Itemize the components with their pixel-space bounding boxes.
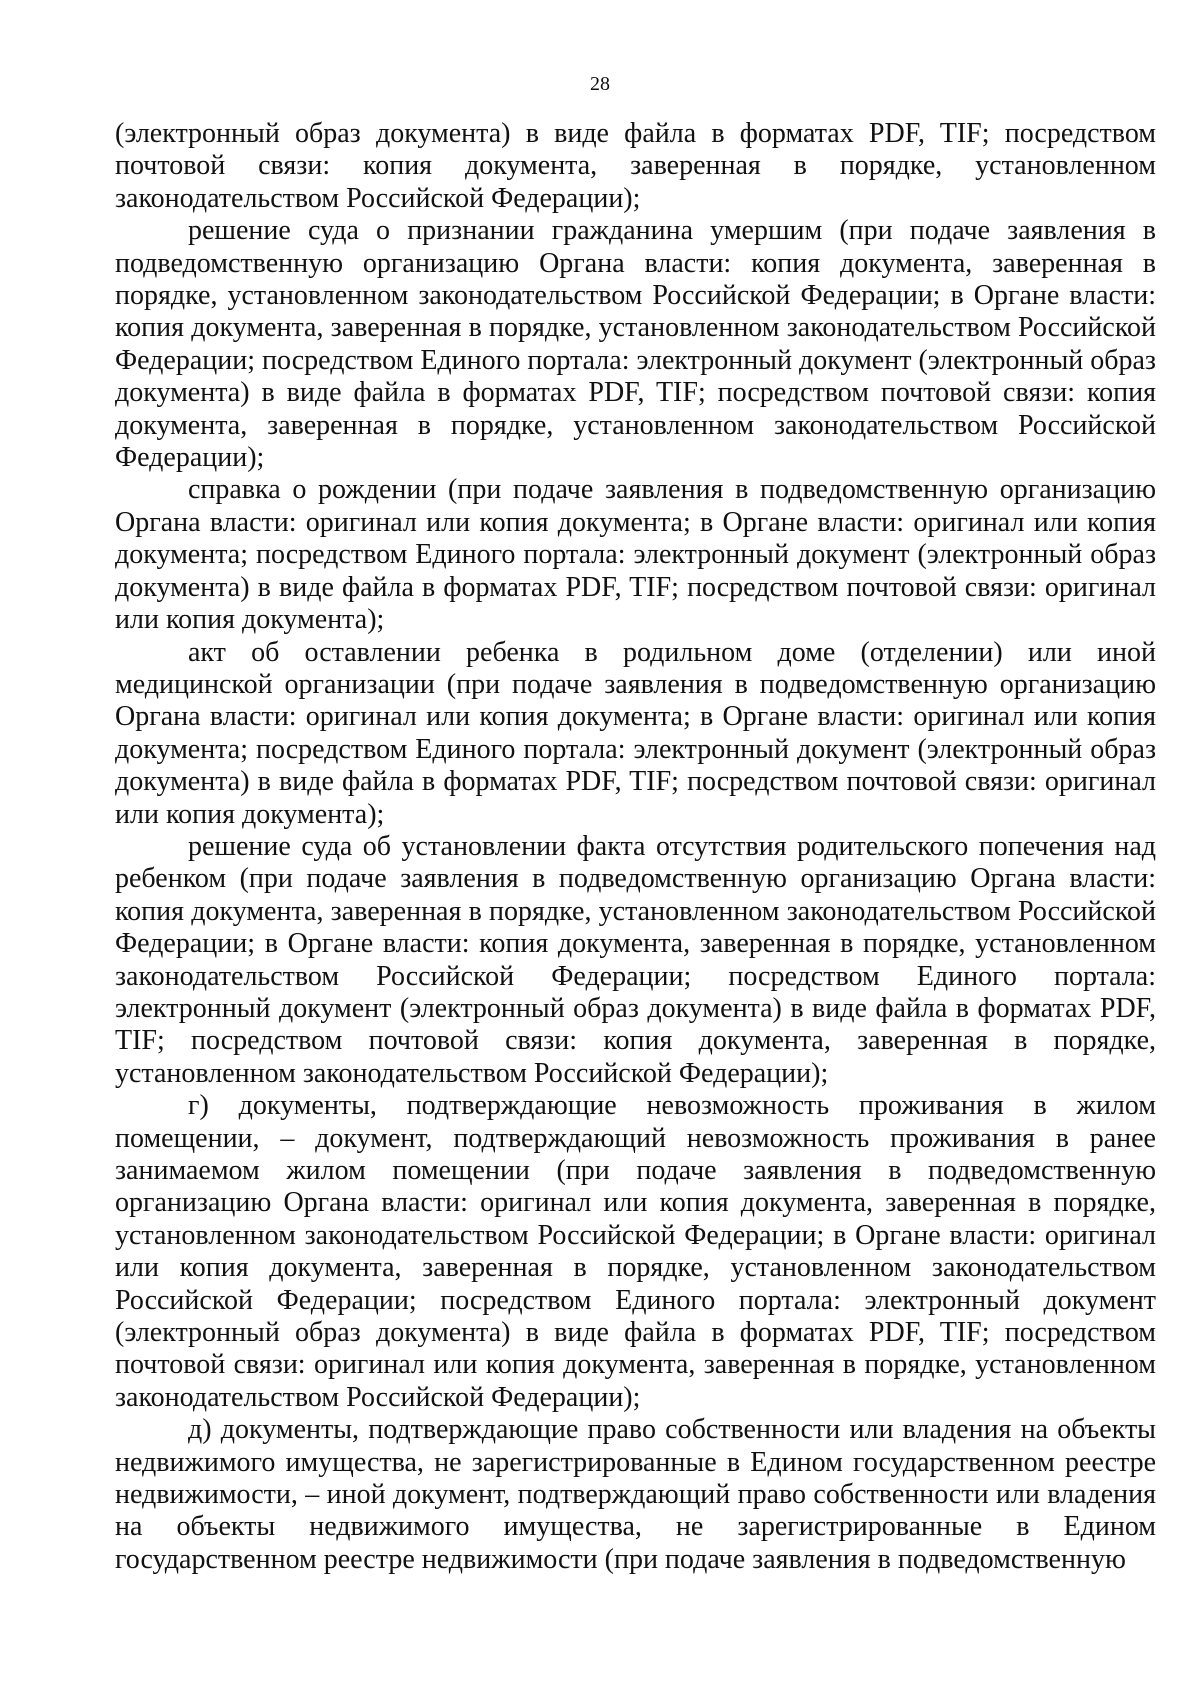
document-body bbox=[115, 118, 1156, 1576]
paragraph-abandonment-act: акт об оставлении ребенка в родильном доме (отделении) или иной медицинской организации (при подаче заявления в подведомственную организацию Органа власти: оригинал или копия документа; в Органе власти: оригинал или копия документа; посредством Единого портала: электронный документ (электронный образ документа) в виде файла в форматах PDF, TIF; посредством почтовой связи: оригинал или копия документа); bbox=[115, 636, 1156, 830]
paragraph-item-g: г) документы, подтверждающие невозможность проживания в жилом помещении, – документ, подтверждающий невозможность проживания в ранее занимаемом жилом помещении (при подаче заявления в подведомственную организацию Органа власти: оригинал или копия документа, заверенная в порядке, установленном законодательством Российской Федерации; в Органе власти: оригинал или копия документа, заверенная в порядке, установленном законодательством Российской Федерации; посредством Единого портала: электронный документ (электронный образ документа) в виде файла в форматах PDF, TIF; посредством почтовой связи: оригинал или копия документа, заверенная в порядке, установленном законодательством Российской Федерации); bbox=[115, 1090, 1156, 1413]
paragraph-court-decision-death: решение суда о признании гражданина умершим (при подаче заявления в подведомственную организацию Органа власти: копия документа, заверенная в порядке, установленном законодательством Российской Федерации; в Органе власти: копия документа, заверенная в порядке, установленном законодательством Российской Федерации; посредством Единого портала: электронный документ (электронный образ документа) в виде файла в форматах PDF, TIF; посредством почтовой связи: копия документа, заверенная в порядке, установленном законодательством Российской Федерации); bbox=[115, 215, 1156, 474]
paragraph-item-d: д) документы, подтверждающие право собственности или владения на объекты недвижимого имущества, не зарегистрированные в Едином государственном реестре недвижимости, – иной документ, подтверждающий право собственности или владения на объекты недвижимого имущества, не зарегистрированные в Едином государственном реестре недвижимости (при подаче заявления в подведомственную bbox=[115, 1414, 1156, 1575]
page-number: 28 bbox=[590, 73, 610, 95]
paragraph-court-decision-care: решение суда об установлении факта отсутствия родительского попечения над ребенком (при подаче заявления в подведомственную организацию Органа власти: копия документа, заверенная в порядке, установленном законодательством Российской Федерации; в Органе власти: копия документа, заверенная в порядке, установленном законодательством Российской Федерации; посредством Единого портала: электронный документ (электронный образ документа) в виде файла в форматах PDF, TIF; посредством почтовой связи: копия документа, заверенная в порядке, установленном законодательством Российской Федерации); bbox=[115, 830, 1156, 1089]
paragraph-birth-certificate: справка о рождении (при подаче заявления в подведомственную организацию Органа власти: оригинал или копия документа; в Органе власти: оригинал или копия документа; посредством Единого портала: электронный документ (электронный образ документа) в виде файла в форматах PDF, TIF; посредством почтовой связи: оригинал или копия документа); bbox=[115, 474, 1156, 636]
paragraph-continuation: (электронный образ документа) в виде файла в форматах PDF, TIF; посредством почтовой связи: копия документа, заверенная в порядке, установленном законодательством Российской Федерации); bbox=[115, 118, 1156, 214]
